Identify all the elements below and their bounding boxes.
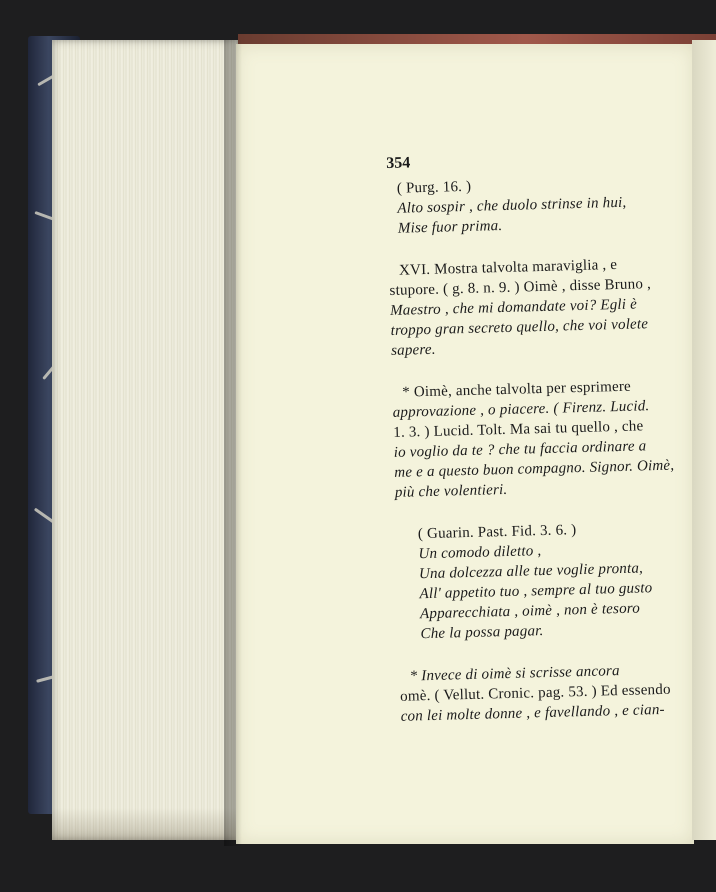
text-line: approvazione , o piacere. ( Firenz. Lucid. (392, 398, 650, 421)
text-line: Mise fuor prima. (397, 217, 503, 237)
text-line: con lei molte donne , e favellando , e cian- (400, 701, 665, 725)
citation-block (396, 517, 699, 645)
text-line: Che la possa pagar. (420, 623, 544, 643)
paragraph (389, 253, 692, 361)
citation-block (387, 171, 688, 239)
text-line: * Invece di oimè si scrisse ancora (409, 663, 620, 685)
text-line: omè. ( Vellut. Cronic. pag. 53. ) Ed essendo (399, 681, 671, 705)
text-line: All' appetito tuo , sempre al tuo gusto (419, 580, 653, 603)
text-line: Alto sospir , che duolo strinse in hui, (397, 194, 627, 217)
text-line: Un comodo diletto , (418, 543, 542, 563)
text-line: stupore. ( g. 8. n. 9. ) Oimè , disse Bruno , (389, 276, 652, 299)
text-blocks (387, 171, 701, 727)
text-line: ( Guarin. Past. Fid. 3. 6. ) (417, 522, 577, 543)
text-line: Una dolcezza alle tue voglie pronta, (418, 560, 644, 583)
text-line: troppo gran secreto quello, che voi volete (390, 316, 649, 339)
text-line: sapere. (390, 341, 436, 359)
facing-page-edge (692, 40, 716, 840)
text-line: 1. 3. ) Lucid. Tolt. Ma sai tu quello , che (393, 418, 644, 441)
text-line: più che volentieri. (394, 481, 508, 501)
text-line: io voglio da te ? che tu faccia ordinare a (393, 438, 647, 461)
page-number: 354 (386, 154, 411, 172)
paragraph (392, 375, 695, 503)
text-line: * Oimè, anche talvolta per esprimere (402, 378, 632, 401)
book-gutter (224, 40, 242, 846)
text-line: Apparecchiata , oimè , non è tesoro (419, 600, 641, 623)
text-line: ( Purg. 16. ) (396, 178, 472, 197)
page-text (386, 147, 701, 727)
paragraph (399, 659, 700, 727)
page-edges (52, 40, 238, 840)
text-line: XVI. Mostra talvolta maraviglia , e (398, 256, 618, 279)
text-line: Maestro , che mi domandate voi? Egli è (389, 296, 638, 319)
text-line: me e a questo buon compagno. Signor. Oimè, (394, 457, 675, 481)
